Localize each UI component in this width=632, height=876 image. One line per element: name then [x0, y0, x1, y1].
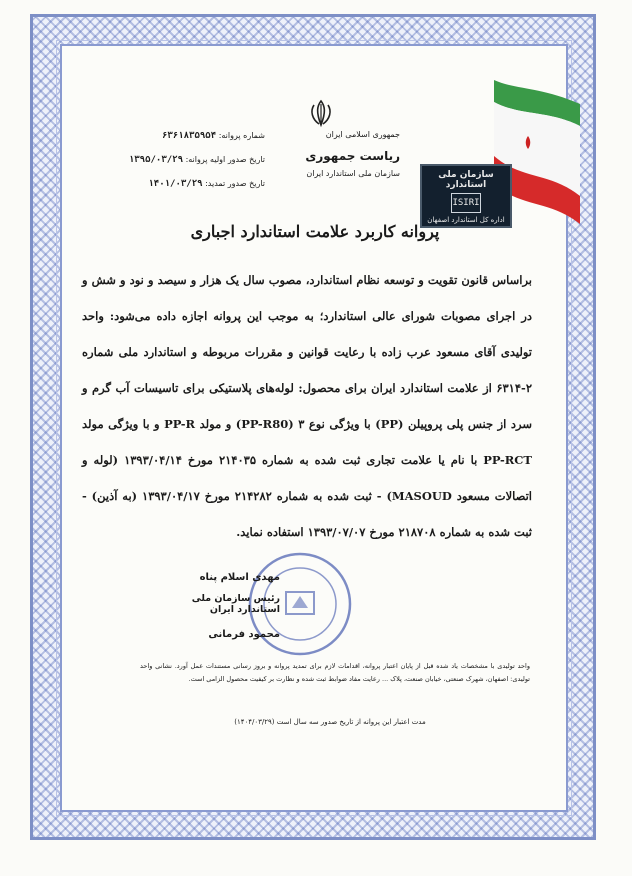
logo-mark: ISIRI	[451, 193, 481, 213]
iran-emblem-icon	[306, 98, 336, 128]
issue-date-label: تاریخ صدور اولیه پروانه:	[185, 155, 265, 164]
certificate-title: پروانه کاربرد علامت استاندارد اجباری	[190, 222, 440, 241]
renewal-date-row	[100, 172, 265, 196]
issuer-header	[260, 130, 400, 178]
logo-top-text: سازمان ملی استاندارد	[438, 170, 494, 190]
issue-date-value: ۱۳۹۵/۰۳/۲۹	[128, 155, 184, 165]
validity-statement: مدت اعتبار این پروانه از تاریخ صدور سه سال است (۱۴۰۴/۰۳/۲۹)	[234, 718, 426, 726]
presidency-label: ریاست جمهوری	[305, 149, 400, 163]
permit-info	[100, 124, 265, 196]
permit-number-value: ۶۳۶۱۸۳۵۹۵۴	[161, 131, 217, 141]
certificate-body: براساس قانون تقویت و توسعه نظام استاندارد، مصوب سال یک هزار و سیصد و نود و شش و در اجرای مصوبات شورای عالی استاندارد؛ به موجب این پروانه اجازه داده می‌شود: واحد تولیدی آقای مسعود عرب زاده با رعایت قوانین و مقررات مربوطه و استاندارد ملی شماره ۲-۶۳۱۴ از علامت استاندارد ایران برای محصول: لوله‌های پلاستیکی برای تاسیسات آب گرم و سرد از جنس پلی پروپیلن (PP) با ویژگی نوع ۳ (PP-R80) و مولد PP-R و با ویژگی مولد PP-RCT با نام یا علامت تجاری ثبت شده به شماره ۲۱۴۰۳۵ مورخ ۱۳۹۳/۰۴/۱۴ (لوله و اتصالات مسعود MASOUD) - ثبت شده به شماره ۲۱۴۲۸۲ مورخ ۱۳۹۳/۰۴/۱۷ (به آذین) - ثبت شده به شماره ۲۱۸۷۰۸ مورخ ۱۳۹۳/۰۷/۰۷ استفاده نماید.	[82, 273, 532, 539]
permit-number-row	[100, 124, 265, 148]
signatory-name: مهدی اسلام پناه	[199, 572, 280, 583]
standard-logo	[420, 164, 512, 228]
issue-date-row	[100, 148, 265, 172]
signatory-role: رئیس سازمان ملی استاندارد ایران	[191, 593, 280, 615]
signature-block	[160, 572, 280, 640]
footer-notes: واحد تولیدی با مشخصات یاد شده قبل از پایان اعتبار پروانه، اقدامات لازم برای تمدید پروانه و بروز رسانی مستندات عمل آورد. نشانی واحد تولیدی: اصفهان، شهرک صنعتی، خیابان صنعت، پلاک ... رعایت مفاد ضوابط ثبت شده و نظارت بر کیفیت محصول الزامی است.	[140, 662, 530, 683]
organization-label: سازمان ملی استاندارد ایران	[306, 169, 400, 178]
permit-number-label: شماره پروانه:	[218, 131, 265, 140]
renewal-date-label: تاریخ صدور تمدید:	[205, 179, 265, 188]
logo-bottom-text: اداره کل استاندارد اصفهان	[427, 216, 505, 224]
renewal-date-value: ۱۴۰۱/۰۳/۲۹	[148, 179, 203, 189]
handwritten-signature: محمود فرمانی	[208, 629, 280, 640]
republic-label: جمهوری اسلامی ایران	[325, 130, 400, 139]
